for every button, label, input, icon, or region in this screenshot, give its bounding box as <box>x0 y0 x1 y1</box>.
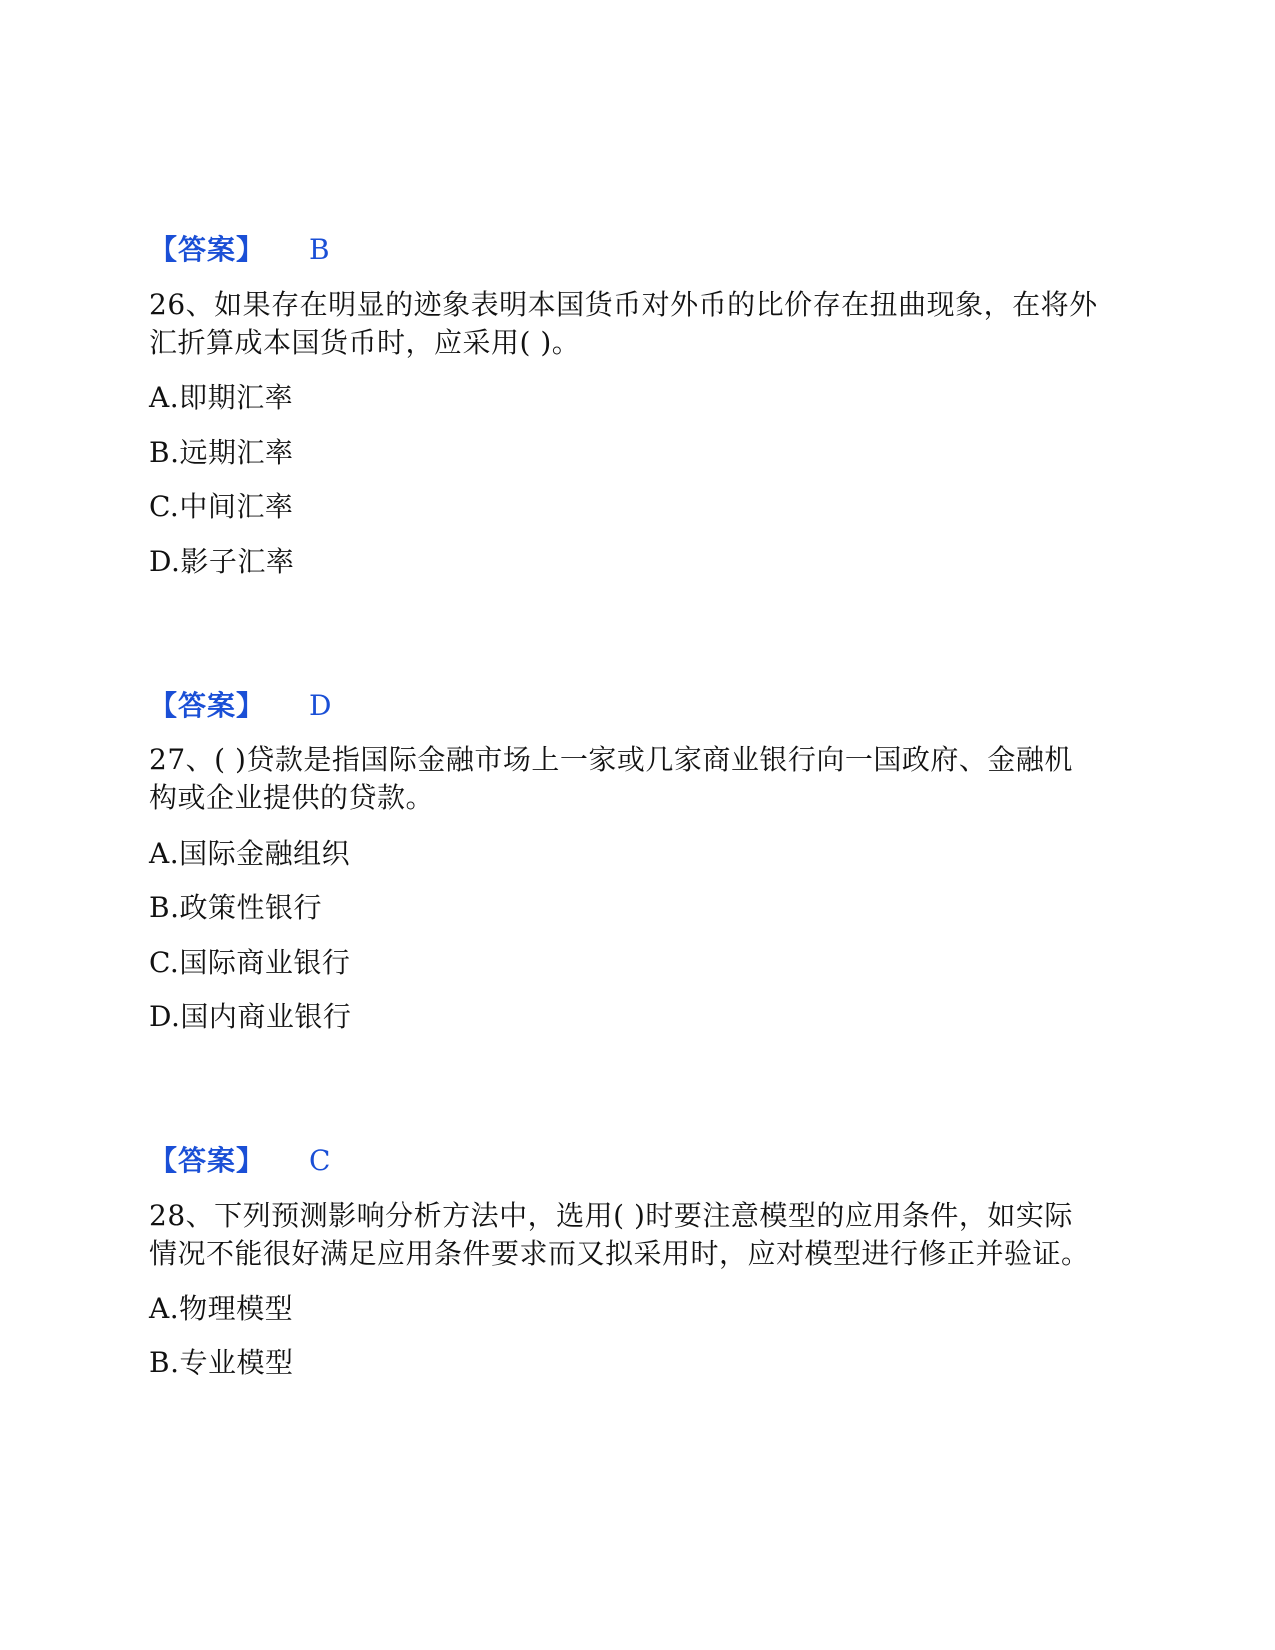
question-28-line-2: 情况不能很好满足应用条件要求而又拟采用时，应对模型进行修正并验证。 <box>149 1237 1090 1270</box>
option-a: A.物理模型 <box>149 1292 294 1325</box>
option-a: A.国际金融组织 <box>149 837 351 870</box>
option-b: B.远期汇率 <box>149 436 294 469</box>
question-26-line-1: 26、如果存在明显的迹象表明本国货币对外币的比价存在扭曲现象，在将外 <box>149 288 1098 321</box>
option-c: C.国际商业银行 <box>149 946 351 979</box>
option-c: C.中间汇率 <box>149 490 294 523</box>
option-d: D.国内商业银行 <box>149 1000 352 1033</box>
option-a: A.即期汇率 <box>149 381 294 414</box>
option-b: B.政策性银行 <box>149 891 322 924</box>
answer-value: B <box>309 233 331 266</box>
answer-row <box>149 233 389 267</box>
option-b: B.专业模型 <box>149 1346 294 1379</box>
answer-row <box>149 1144 389 1178</box>
question-27-line-1: 27、( )贷款是指国际金融市场上一家或几家商业银行向一国政府、金融机 <box>149 743 1073 776</box>
answer-row <box>149 689 389 723</box>
answer-value: C <box>309 1144 331 1177</box>
answer-label: 【答案】 <box>149 689 266 722</box>
answer-label: 【答案】 <box>149 1144 266 1177</box>
answer-label: 【答案】 <box>149 233 266 266</box>
question-27-line-2: 构或企业提供的贷款。 <box>149 781 435 814</box>
question-26-line-2: 汇折算成本国货币时，应采用( )。 <box>149 326 581 359</box>
option-d: D.影子汇率 <box>149 545 295 578</box>
answer-value: D <box>309 689 332 722</box>
question-28-line-1: 28、下列预测影响分析方法中，选用( )时要注意模型的应用条件，如实际 <box>149 1199 1073 1232</box>
